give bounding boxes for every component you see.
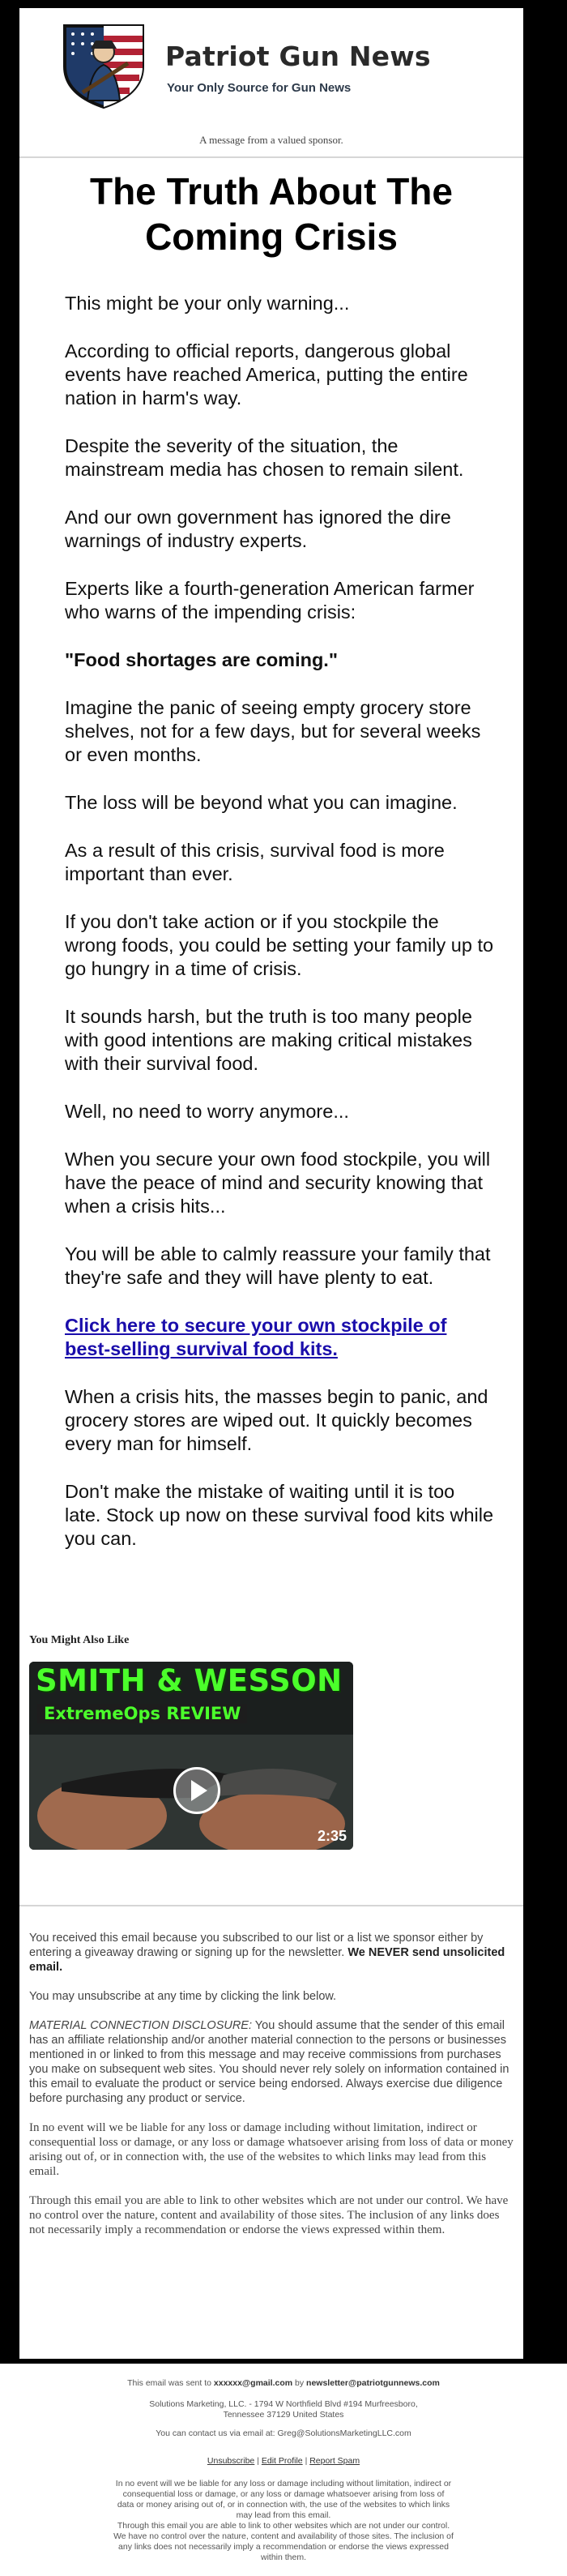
paragraph: Experts like a fourth-generation American farmer who warns of the impending crisis: <box>65 578 475 623</box>
paragraph: Imagine the panic of seeing empty grocery store shelves, not for a few days, but for several weeks or even months. <box>65 697 481 765</box>
paragraph: If you don't take action or if you stockpile the wrong foods, you could be setting your family up to go hungry in a time of crisis. <box>65 911 494 979</box>
separator: | <box>305 2456 308 2466</box>
paragraph: Despite the severity of the situation, the mainstream media has chosen to remain silent. <box>65 435 464 480</box>
paragraph: Don't make the mistake of waiting until it is too late. Stock up now on these survival food kits while you can. <box>65 1481 494 1549</box>
paragraph: The loss will be beyond what you can imagine. <box>65 792 458 813</box>
footer-links <box>81 2456 486 2467</box>
article-body <box>65 292 494 1575</box>
paragraph: As a result of this crisis, survival food is more important than ever. <box>65 840 445 884</box>
company-address: Solutions Marketing, LLC. - 1794 W Northfield Blvd #194 Murfreesboro, Tennessee 37129 United States <box>149 2399 418 2420</box>
bottom-links-note: Through this email you are able to link to other websites which are not under our control. We have no control over the nature, content and availability of those sites. The inclusion of any links does not necessarily imply a recommendation or endorse the views expressed within them. <box>113 2521 454 2562</box>
contact-email[interactable]: Greg@SolutionsMarketingLLC.com <box>277 2428 411 2438</box>
disclosure <box>29 2018 514 2106</box>
received-note <box>29 1931 514 1975</box>
cta-link[interactable]: Click here to secure your own stockpile of best-selling survival food kits. <box>65 1315 447 1359</box>
brand-title: Patriot Gun News <box>165 41 431 72</box>
patriot-shield-logo[interactable] <box>58 19 149 110</box>
video-title: SMITH & WESSON <box>36 1663 343 1698</box>
headline: The Truth About The Coming Crisis <box>89 170 453 258</box>
sent-prefix: This email was sent to <box>127 2378 211 2388</box>
links-note: Through this email you are able to link to other websites which are not under our control. We have no control over the nature, content and availability of those sites. The inclusion of any links does not necessarily imply a recommendation or endorse the views expressed within them. <box>29 2194 509 2236</box>
contact-prefix: You can contact us via email at: <box>156 2428 275 2438</box>
footer <box>29 1931 514 2252</box>
cta-paragraph <box>65 1314 494 1361</box>
disclosure-text: You should assume that the sender of this email has an affiliate relationship and/or another material connection to the persons or businesses mentioned in or linked to from this message and may receive commissions from purchases you make on subsequent web sites. You should never rely solely on information contained in this email to evaluate the product or service being endorsed. Always exercise due diligence before purchasing any product or service. <box>29 2019 509 2105</box>
email-header <box>19 8 523 150</box>
unsubscribe-note: You may unsubscribe at any time by clicking the link below. <box>29 1990 337 2003</box>
email-column <box>19 8 523 2359</box>
sponsor-note: A message from a valued sponsor. <box>199 134 343 146</box>
received-text: You received this email because you subscribed to our list or a list we sponsor either by entering a giveaway drawing or signing up for the newsletter. <box>29 1932 484 1959</box>
header-divider <box>19 156 523 158</box>
paragraph: It sounds harsh, but the truth is too many people with good intentions are making critical mistakes with their survival food. <box>65 1006 472 1074</box>
video-subtitle: ExtremeOps REVIEW <box>37 1704 247 1723</box>
video-duration: 2:35 <box>317 1828 347 1844</box>
liability-note: In no event will we be liable for any loss or damage including without limitation, indirect or consequential loss or damage, or any loss or damage whatsoever arising from loss of data or money arising out of, or in connection with, the use of the websites to which links may lead from this email. <box>29 2121 514 2178</box>
paragraph: When a crisis hits, the masses begin to panic, and grocery stores are wiped out. It quickly becomes every man for himself. <box>65 1386 488 1454</box>
paragraph: When you secure your own food stockpile, you will have the peace of mind and security knowing that when a crisis hits... <box>65 1149 491 1217</box>
sender-email[interactable]: newsletter@patriotgunnews.com <box>306 2378 440 2388</box>
paragraph: This might be your only warning... <box>65 293 350 314</box>
paragraph: And our own government has ignored the dire warnings of industry experts. <box>65 507 451 551</box>
video-thumbnail[interactable] <box>29 1662 353 1850</box>
paragraph: According to official reports, dangerous global events have reached America, putting the entire nation in harm's way. <box>65 340 468 409</box>
paragraph: Well, no need to worry anymore... <box>65 1101 349 1122</box>
paragraph: You will be able to calmly reassure your family that they're safe and they will have plenty to eat. <box>65 1243 491 1288</box>
footer-divider <box>19 1905 523 1906</box>
bottom-liability: In no event will we be liable for any loss or damage including without limitation, indirect or consequential loss or damage, or any loss or damage whatsoever arising from loss of data or money arising out of, or in connection with, the use of the websites to which links may lead from this email. <box>115 2479 452 2520</box>
play-icon[interactable] <box>173 1767 220 1814</box>
contact-line <box>81 2428 486 2439</box>
sent-by: by <box>295 2378 305 2388</box>
quote: "Food shortages are coming." <box>65 649 338 670</box>
brand-subtitle: Your Only Source for Gun News <box>167 81 352 95</box>
disclosure-label: MATERIAL CONNECTION DISCLOSURE: <box>29 2019 253 2032</box>
sent-to-line <box>81 2378 486 2389</box>
unsubscribe-link[interactable]: Unsubscribe <box>207 2456 255 2466</box>
recipient-email: xxxxxx@gmail.com <box>213 2378 293 2388</box>
no-spam-note: We NEVER send unsolicited email. <box>29 1946 505 1974</box>
separator: | <box>257 2456 259 2466</box>
also-like-heading: You Might Also Like <box>29 1634 130 1646</box>
edit-profile-link[interactable]: Edit Profile <box>261 2456 303 2466</box>
report-spam-link[interactable]: Report Spam <box>309 2456 360 2466</box>
